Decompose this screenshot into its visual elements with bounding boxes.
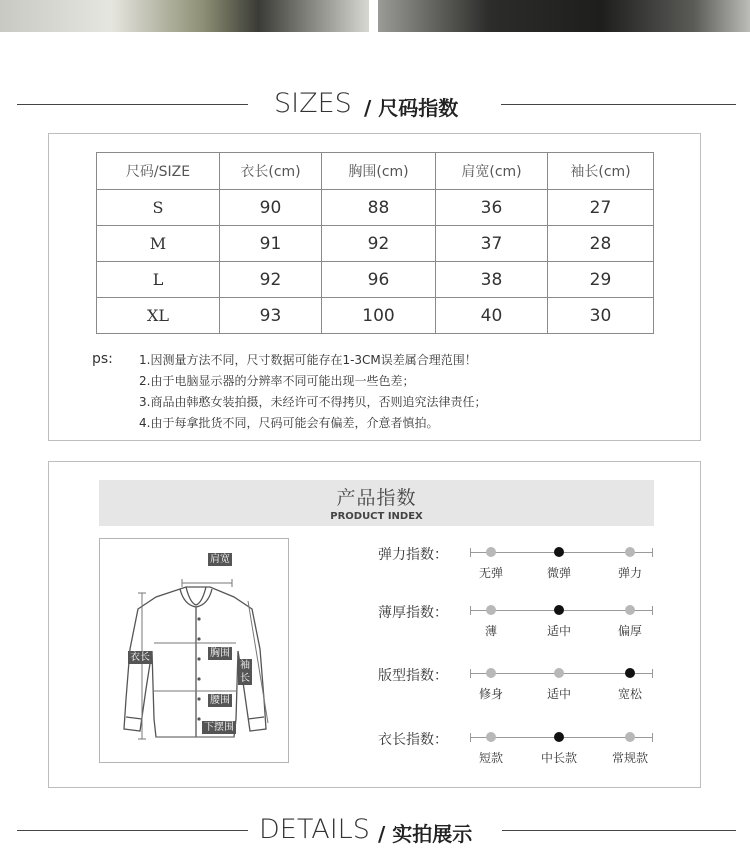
index-track-cap <box>652 669 653 678</box>
size-cell: S <box>97 190 220 226</box>
index-option-dot <box>486 547 496 557</box>
details-heading-cn: / 实拍展示 <box>378 822 473 846</box>
size-table-header: 衣长(cm) <box>220 153 322 190</box>
product-photo-left <box>0 0 369 32</box>
index-option-label: 微弹 <box>546 566 571 580</box>
index-option-dot <box>486 732 496 742</box>
index-option-label: 偏厚 <box>617 624 642 638</box>
shoulder-cell: 40 <box>436 298 548 334</box>
sleeve-cell: 29 <box>548 262 654 298</box>
length-index <box>378 729 658 769</box>
product-photo-right <box>378 0 750 32</box>
index-label: 衣长指数： <box>378 732 448 748</box>
garment-label-shoulder: 肩宽 <box>210 554 230 565</box>
elasticity-index <box>378 544 658 584</box>
details-heading-en: DETAILS <box>259 814 370 845</box>
garment-label-chest: 胸围 <box>210 648 230 659</box>
details-heading <box>0 810 750 850</box>
index-label: 薄厚指数： <box>378 605 448 621</box>
heading-line-right <box>502 830 736 831</box>
heading-line-right <box>501 104 736 105</box>
index-option-dot <box>486 605 496 615</box>
garment-label-length: 衣长 <box>130 652 150 663</box>
index-option-label: 弹力 <box>617 566 642 580</box>
index-option-dot <box>625 605 635 615</box>
index-label: 版型指数： <box>378 668 448 684</box>
product-index-panel <box>48 461 701 788</box>
index-option-label: 宽松 <box>617 687 642 701</box>
table-row <box>97 298 654 334</box>
index-selected-dot <box>554 605 564 615</box>
heading-line-left <box>17 830 248 831</box>
garment-label-waist: 腰围 <box>210 695 230 706</box>
table-row <box>97 262 654 298</box>
index-track-cap <box>470 733 471 742</box>
chest-cell: 92 <box>322 226 436 262</box>
size-table-header-row <box>97 153 654 190</box>
shoulder-cell: 37 <box>436 226 548 262</box>
sleeve-cell: 27 <box>548 190 654 226</box>
shoulder-cell: 36 <box>436 190 548 226</box>
index-option-dot <box>625 547 635 557</box>
product-index-banner <box>99 480 654 526</box>
size-cell: XL <box>97 298 220 334</box>
index-option-label: 修身 <box>478 687 503 701</box>
index-option-label: 无弹 <box>478 566 503 580</box>
sizes-heading-en: SIZES <box>274 88 352 119</box>
product-index-title-cn: 产品指数 <box>336 487 417 509</box>
ps-note: 4.由于每拿批货不同，尺码可能会有偏差，介意者慎拍。 <box>139 416 439 430</box>
index-option-dot <box>625 732 635 742</box>
sizes-heading <box>0 84 750 124</box>
garment-diagram <box>99 538 289 763</box>
index-track-cap <box>652 548 653 557</box>
ps-note: 3.商品由韩憨女装拍摄，未经许可不得拷贝，否则追究法律责任； <box>139 395 487 409</box>
index-label: 弹力指数： <box>378 547 448 563</box>
garment-label-hem: 下摆围 <box>204 722 234 733</box>
size-chart-panel <box>48 133 701 441</box>
length-cell: 92 <box>220 262 322 298</box>
product-index-title-en: PRODUCT INDEX <box>330 511 423 522</box>
size-table-header: 袖长(cm) <box>548 153 654 190</box>
table-row <box>97 190 654 226</box>
length-cell: 90 <box>220 190 322 226</box>
table-row <box>97 226 654 262</box>
index-track-cap <box>470 669 471 678</box>
index-option-dot <box>554 668 564 678</box>
index-track-cap <box>470 548 471 557</box>
size-table <box>96 152 654 334</box>
shoulder-cell: 38 <box>436 262 548 298</box>
ps-label: ps: <box>92 351 113 367</box>
index-option-label: 薄 <box>484 624 497 638</box>
index-option-label: 常规款 <box>611 751 648 765</box>
index-selected-dot <box>554 547 564 557</box>
sleeve-cell: 30 <box>548 298 654 334</box>
size-table-header: 尺码/SIZE <box>97 153 220 190</box>
size-table-header: 胸围(cm) <box>322 153 436 190</box>
index-selected-dot <box>625 668 635 678</box>
index-option-label: 适中 <box>546 624 571 638</box>
index-track-cap <box>652 733 653 742</box>
index-option-label: 中长款 <box>540 751 577 765</box>
index-track-cap <box>652 606 653 615</box>
top-photo-strip <box>0 0 750 32</box>
size-cell: M <box>97 226 220 262</box>
chest-cell: 100 <box>322 298 436 334</box>
index-selected-dot <box>554 732 564 742</box>
heading-line-left <box>17 104 248 105</box>
garment-label-sleeve: 袖长 <box>240 660 250 684</box>
index-option-dot <box>486 668 496 678</box>
index-option-label: 适中 <box>546 687 571 701</box>
size-cell: L <box>97 262 220 298</box>
ps-note: 2.由于电脑显示器的分辨率不同可能出现一些色差； <box>139 374 415 388</box>
index-option-label: 短款 <box>478 751 503 765</box>
sleeve-cell: 28 <box>548 226 654 262</box>
length-cell: 91 <box>220 226 322 262</box>
size-table-header: 肩宽(cm) <box>436 153 548 190</box>
sizes-heading-cn: / 尺码指数 <box>364 96 459 120</box>
fit-index <box>378 665 658 705</box>
thickness-index <box>378 602 658 642</box>
length-cell: 93 <box>220 298 322 334</box>
ps-notes <box>139 350 659 434</box>
ps-note: 1.因测量方法不同，尺寸数据可能存在1-3CM误差属合理范围！ <box>139 353 477 367</box>
index-track-cap <box>470 606 471 615</box>
chest-cell: 88 <box>322 190 436 226</box>
chest-cell: 96 <box>322 262 436 298</box>
